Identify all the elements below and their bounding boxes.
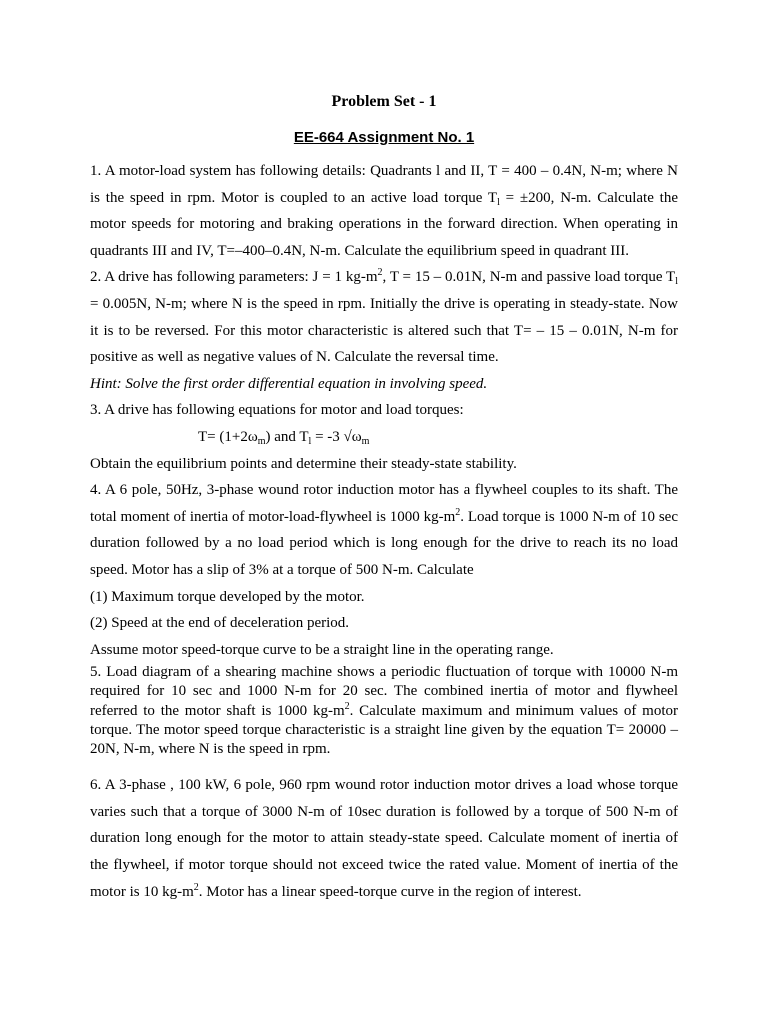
problem-2-text-a: 2. A drive has following parameters: J = 1 kg-m [90,269,378,286]
problem-3-intro: 3. A drive has following equations for motor and load torques: [90,402,464,419]
problem-5-text-a: 5. Load diagram of a shearing machine shows a periodic fluctuation of torque with 10000 N-m required for 10 sec and 1000 N-m for 20 sec. The combined inertia of motor and flywheel referred to the motor shaft is 1000 kg-m [90,664,678,719]
problem-2-text-e: = 0.005N, N-m; where N is the speed in rpm. Initially the drive is operating in steady-state. Now it is to be reversed. For this motor characteristic is altered such that T= – 15 – 0.01N, N-m for positive as well as negative values of N. Calculate the reversal time. [90,295,678,366]
equation-part: T= (1+2ω [198,428,258,445]
document-subtitle [0,128,768,148]
problem-3-equation [90,424,678,451]
problem-2-text-c: , T = 15 – 0.01N, N-m and passive load torque T [382,269,676,286]
subscript: l [308,435,312,447]
equation-part: ) and T [265,428,309,445]
equation-part: = -3 √ω [311,428,362,445]
problem-list [90,158,678,905]
assignment-heading: EE-664 Assignment No. 1 [293,129,475,146]
superscript: 2 [377,267,383,279]
problem-3-outro: Obtain the equilibrium points and determine their steady-state stability. [90,455,517,472]
superscript: 2 [193,881,199,893]
problem-2 [90,264,678,370]
subscript: m [361,435,370,447]
problem-4-text-a: 4. A 6 pole, 50Hz, 3-phase wound rotor induction motor has a flywheel couples to its shaft. The total moment of inertia of motor-load-flywheel is 1000 kg-m [90,482,678,525]
problem-4-item-2: (2) Speed at the end of deceleration period. [90,615,350,632]
problem-4-assumption: Assume motor speed-torque curve to be a straight line in the operating range. [90,641,554,658]
problem-4-text-c: . Load torque is 1000 N-m of 10 sec duration followed by a no load period which is long enough for the drive to reach its no load speed. Motor has a slip of 3% at a torque of 500 N-m. Calculate [90,508,678,578]
document-title: Problem Set - 1 [331,93,437,110]
superscript: 2 [344,700,350,712]
superscript: 2 [455,506,461,518]
problem-5 [90,663,678,759]
problem-1-text-c: = ±200, N-m. Calculate the motor speeds for motoring and braking operations in the forward direction. When operating in quadrants III and IV, T=–400–0.4N, N-m. Calculate the equilibrium speed in quadrant III. [90,189,678,259]
problem-6 [90,772,678,905]
problem-5-text-c: . Calculate maximum and minimum values of motor torque. The motor speed torque characteristic is a straight line given by the equation T= 20000 – 20N, N-m, where N is the speed in rpm. [90,702,678,758]
problem-6-text-a: 6. A 3-phase , 100 kW, 6 pole, 960 rpm wound rotor induction motor drives a load whose torque varies such that a torque of 3000 N-m of 10sec duration is followed by a torque of 500 N-m of duration long enough for the motor to attain steady-state speed. Calculate moment of inertia of the flywheel, if motor torque should not exceed twice the rated value. Moment of inertia of the motor is 10 kg-m [90,777,678,900]
subscript: l [675,276,678,288]
hint-text: Hint: Solve the first order differential equation in involving speed. [90,375,488,392]
problem-4-item-1: (1) Maximum torque developed by the motor. [90,588,365,605]
subscript: l [497,196,500,208]
subscript: m [257,435,266,447]
problem-1-text-a: 1. A motor-load system has following details: Quadrants l and II, T = 400 – 0.4N, N-m; where N is the speed in rpm. Motor is coupled to an active load torque T [90,163,678,206]
problem-1 [90,158,678,264]
problem-4 [90,477,678,583]
problem-6-text-c: . Motor has a linear speed-torque curve in the region of interest. [198,883,582,900]
